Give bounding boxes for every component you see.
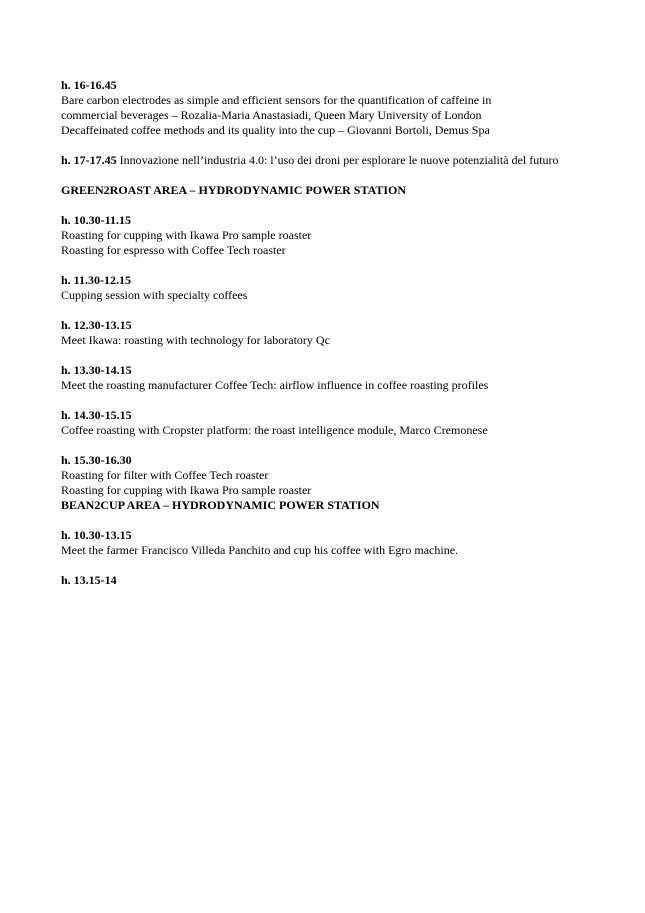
- schedule-entry: [61, 363, 601, 393]
- entry-line: Roasting for cupping with Ikawa Pro sample roaster: [61, 228, 312, 242]
- schedule-entry: [61, 408, 601, 438]
- entry-time: h. 14.30-15.15: [61, 408, 132, 422]
- entry-time: h. 17-17.45: [61, 153, 117, 167]
- entry-line: Coffee roasting with Cropster platform: the roast intelligence module, Marco Cremonese: [61, 423, 488, 437]
- schedule-entry: [61, 273, 601, 303]
- entry-time: h. 15.30-16.30: [61, 453, 132, 467]
- section-heading-bean2cup: BEAN2CUP AREA – HYDRODYNAMIC POWER STATION: [61, 498, 380, 512]
- schedule-entry: [61, 528, 601, 558]
- schedule-entry: [61, 318, 601, 348]
- schedule-entry: [61, 453, 601, 498]
- entry-line: Roasting for filter with Coffee Tech roaster: [61, 468, 269, 482]
- section-heading-green2roast: GREEN2ROAST AREA – HYDRODYNAMIC POWER STATION: [61, 183, 407, 197]
- entry-line: Cupping session with specialty coffees: [61, 288, 248, 302]
- entry-line: Bare carbon electrodes as simple and efficient sensors for the quantification of caffeine in: [61, 93, 492, 107]
- entry-time: h. 10.30-13.15: [61, 528, 132, 542]
- entry-text: Innovazione nell’industria 4.0: l’uso dei droni per esplorare le nuove potenzialità del futuro: [119, 153, 559, 167]
- schedule-entry: [61, 573, 601, 588]
- entry-time: h. 11.30-12.15: [61, 273, 132, 287]
- entry-time: h. 16-16.45: [61, 78, 117, 92]
- document-page: [61, 78, 601, 603]
- entry-time: h. 13.30-14.15: [61, 363, 132, 377]
- entry-time: h. 12.30-13.15: [61, 318, 132, 332]
- entry-line: commercial beverages – Rozalia-Maria Anastasiadi, Queen Mary University of London: [61, 108, 482, 122]
- entry-line: Meet Ikawa: roasting with technology for laboratory Qc: [61, 333, 330, 347]
- entry-time: h. 13.15-14: [61, 573, 117, 587]
- entry-line: Decaffeinated coffee methods and its quality into the cup – Giovanni Bortoli, Demus Spa: [61, 123, 490, 137]
- entry-line: Roasting for cupping with Ikawa Pro sample roaster: [61, 483, 312, 497]
- entry-time: h. 10.30-11.15: [61, 213, 132, 227]
- schedule-entry: [61, 213, 601, 258]
- schedule-entry: [61, 78, 601, 138]
- entry-line: Meet the roasting manufacturer Coffee Tech: airflow influence in coffee roasting profiles: [61, 378, 489, 392]
- entry-line: Roasting for espresso with Coffee Tech roaster: [61, 243, 286, 257]
- entry-line: Meet the farmer Francisco Villeda Panchito and cup his coffee with Egro machine.: [61, 543, 459, 557]
- schedule-entry: [61, 153, 581, 168]
